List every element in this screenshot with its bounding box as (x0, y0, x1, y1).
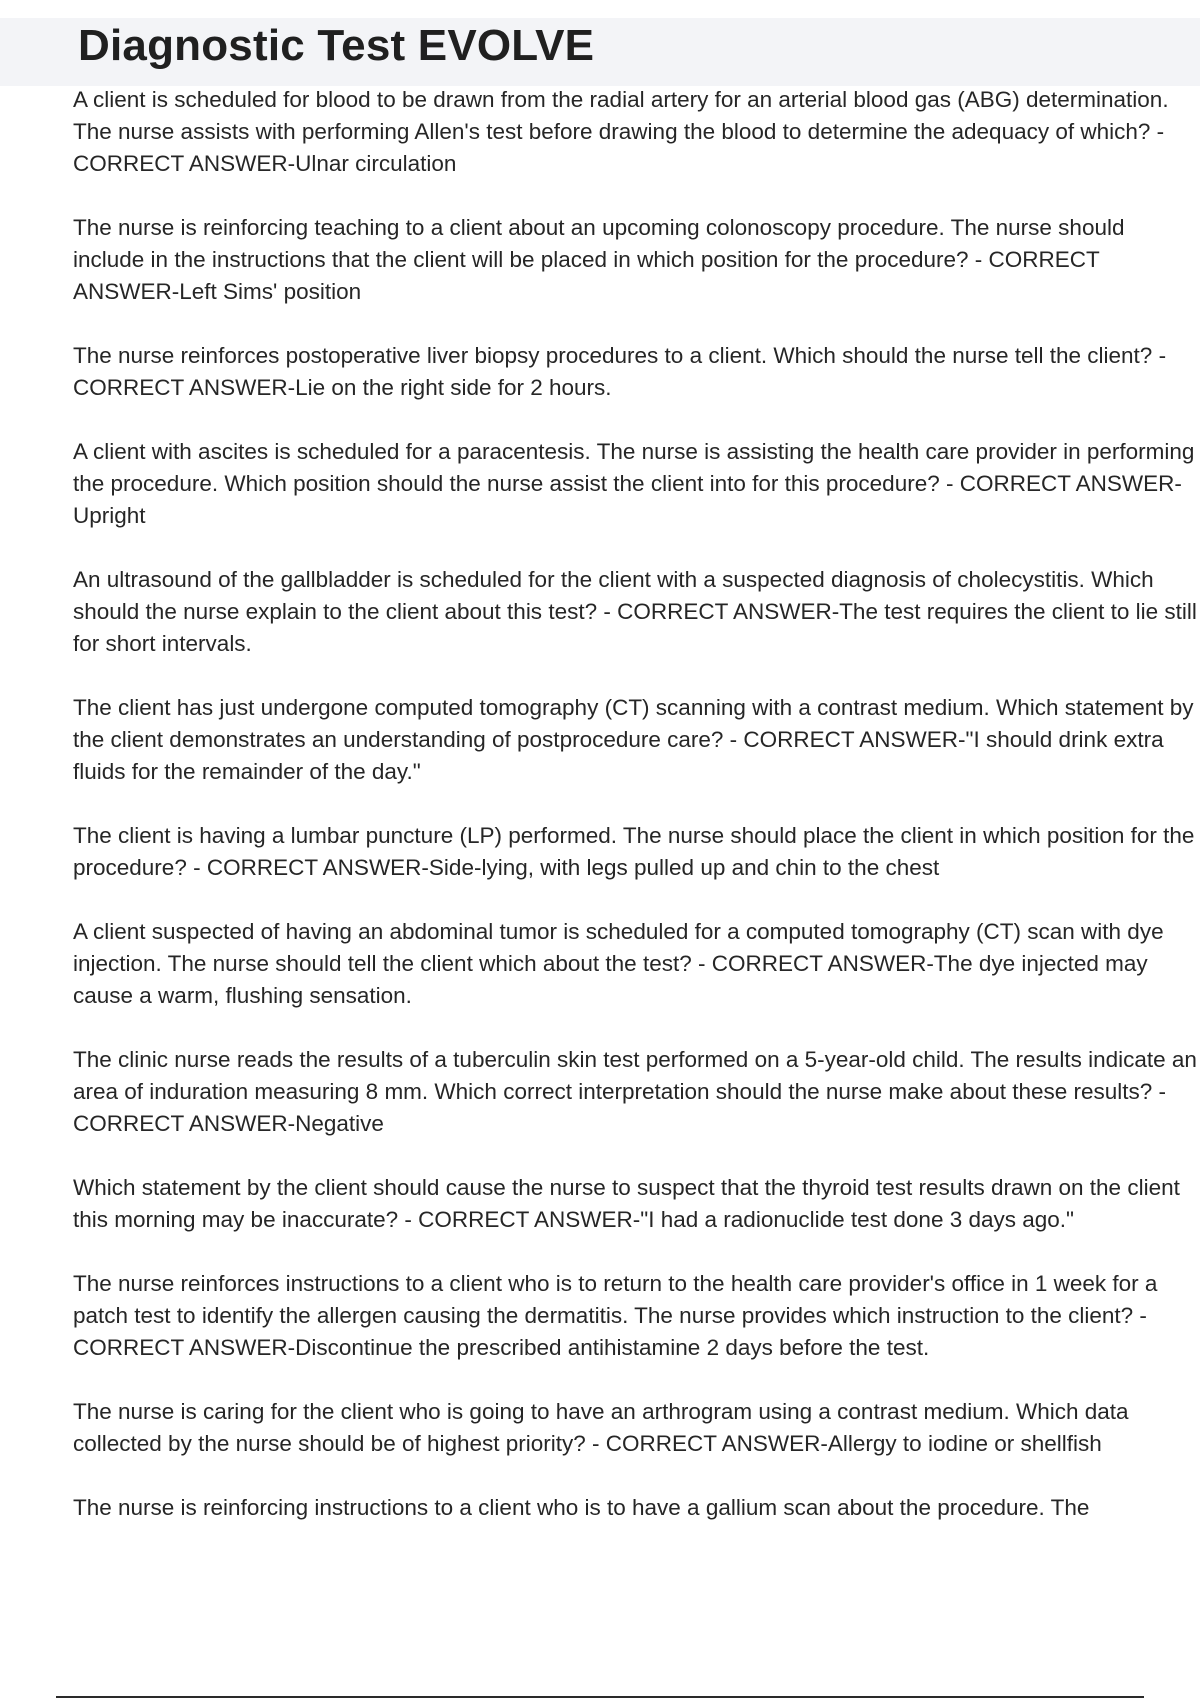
qa-item-9: The clinic nurse reads the results of a tuberculin skin test performed on a 5-year-old child. The results indicate an area of induration measuring 8 mm. Which correct interpretation should the nurse make about these results? - CORRECT ANSWER-Negative (73, 1047, 1197, 1136)
qa-item-6: The client has just undergone computed tomography (CT) scanning with a contrast medium. Which statement by the client demonstrates an understanding of postprocedure care? - CORRECT ANSWER-"I should drink extra fluids for the remainder of the day." (73, 695, 1194, 784)
qa-item-1: A client is scheduled for blood to be drawn from the radial artery for an arterial blood gas (ABG) determination. The nurse assists with performing Allen's test before drawing the blood to determine the adequacy of which? - CORRECT ANSWER-Ulnar circulation (73, 87, 1169, 176)
qa-item-3: The nurse reinforces postoperative liver biopsy procedures to a client. Which should the nurse tell the client? - CORRECT ANSWER-Lie on the right side for 2 hours. (73, 343, 1167, 400)
document-title: Diagnostic Test EVOLVE (78, 21, 595, 70)
qa-item-2: The nurse is reinforcing teaching to a client about an upcoming colonoscopy procedure. The nurse should include in the instructions that the client will be placed in which position for the procedure? - CORRECT ANSWER-Left Sims' position (73, 215, 1125, 304)
qa-item-10: Which statement by the client should cause the nurse to suspect that the thyroid test results drawn on the client this morning may be inaccurate? - CORRECT ANSWER-"I had a radionuclide test done 3 days ago." (73, 1175, 1180, 1232)
qa-item-13: The nurse is reinforcing instructions to a client who is to have a gallium scan about the procedure. The (73, 1495, 1090, 1520)
qa-item-7: The client is having a lumbar puncture (LP) performed. The nurse should place the client in which position for the procedure? - CORRECT ANSWER-Side-lying, with legs pulled up and chin to the chest (73, 823, 1195, 880)
qa-item-8: A client suspected of having an abdominal tumor is scheduled for a computed tomography (CT) scan with dye injection. The nurse should tell the client which about the test? - CORRECT ANSWER-The dye injected may cause a warm, flushing sensation. (73, 919, 1164, 1008)
question-answer-list (73, 84, 1198, 1556)
qa-item-5: An ultrasound of the gallbladder is scheduled for the client with a suspected diagnosis of cholecystitis. Which should the nurse explain to the client about this test? - CORRECT ANSWER-The test requires the client to lie still for short intervals. (73, 567, 1197, 656)
page-cutoff-mask (73, 1580, 1193, 1606)
qa-item-11: The nurse reinforces instructions to a client who is to return to the health care provider's office in 1 week for a patch test to identify the allergen causing the dermatitis. The nurse provides which instruction to the client? - CORRECT ANSWER-Discontinue the prescribed antihistamine 2 days before the test. (73, 1271, 1158, 1360)
qa-item-12: The nurse is caring for the client who is going to have an arthrogram using a contrast medium. Which data collected by the nurse should be of highest priority? - CORRECT ANSWER-Allergy to iodine or shellfish (73, 1399, 1129, 1456)
qa-item-4: A client with ascites is scheduled for a paracentesis. The nurse is assisting the health care provider in performing the procedure. Which position should the nurse assist the client into for this procedure? - CORRECT ANSWER-Upright (73, 439, 1195, 528)
bottom-rule (56, 1696, 1144, 1698)
